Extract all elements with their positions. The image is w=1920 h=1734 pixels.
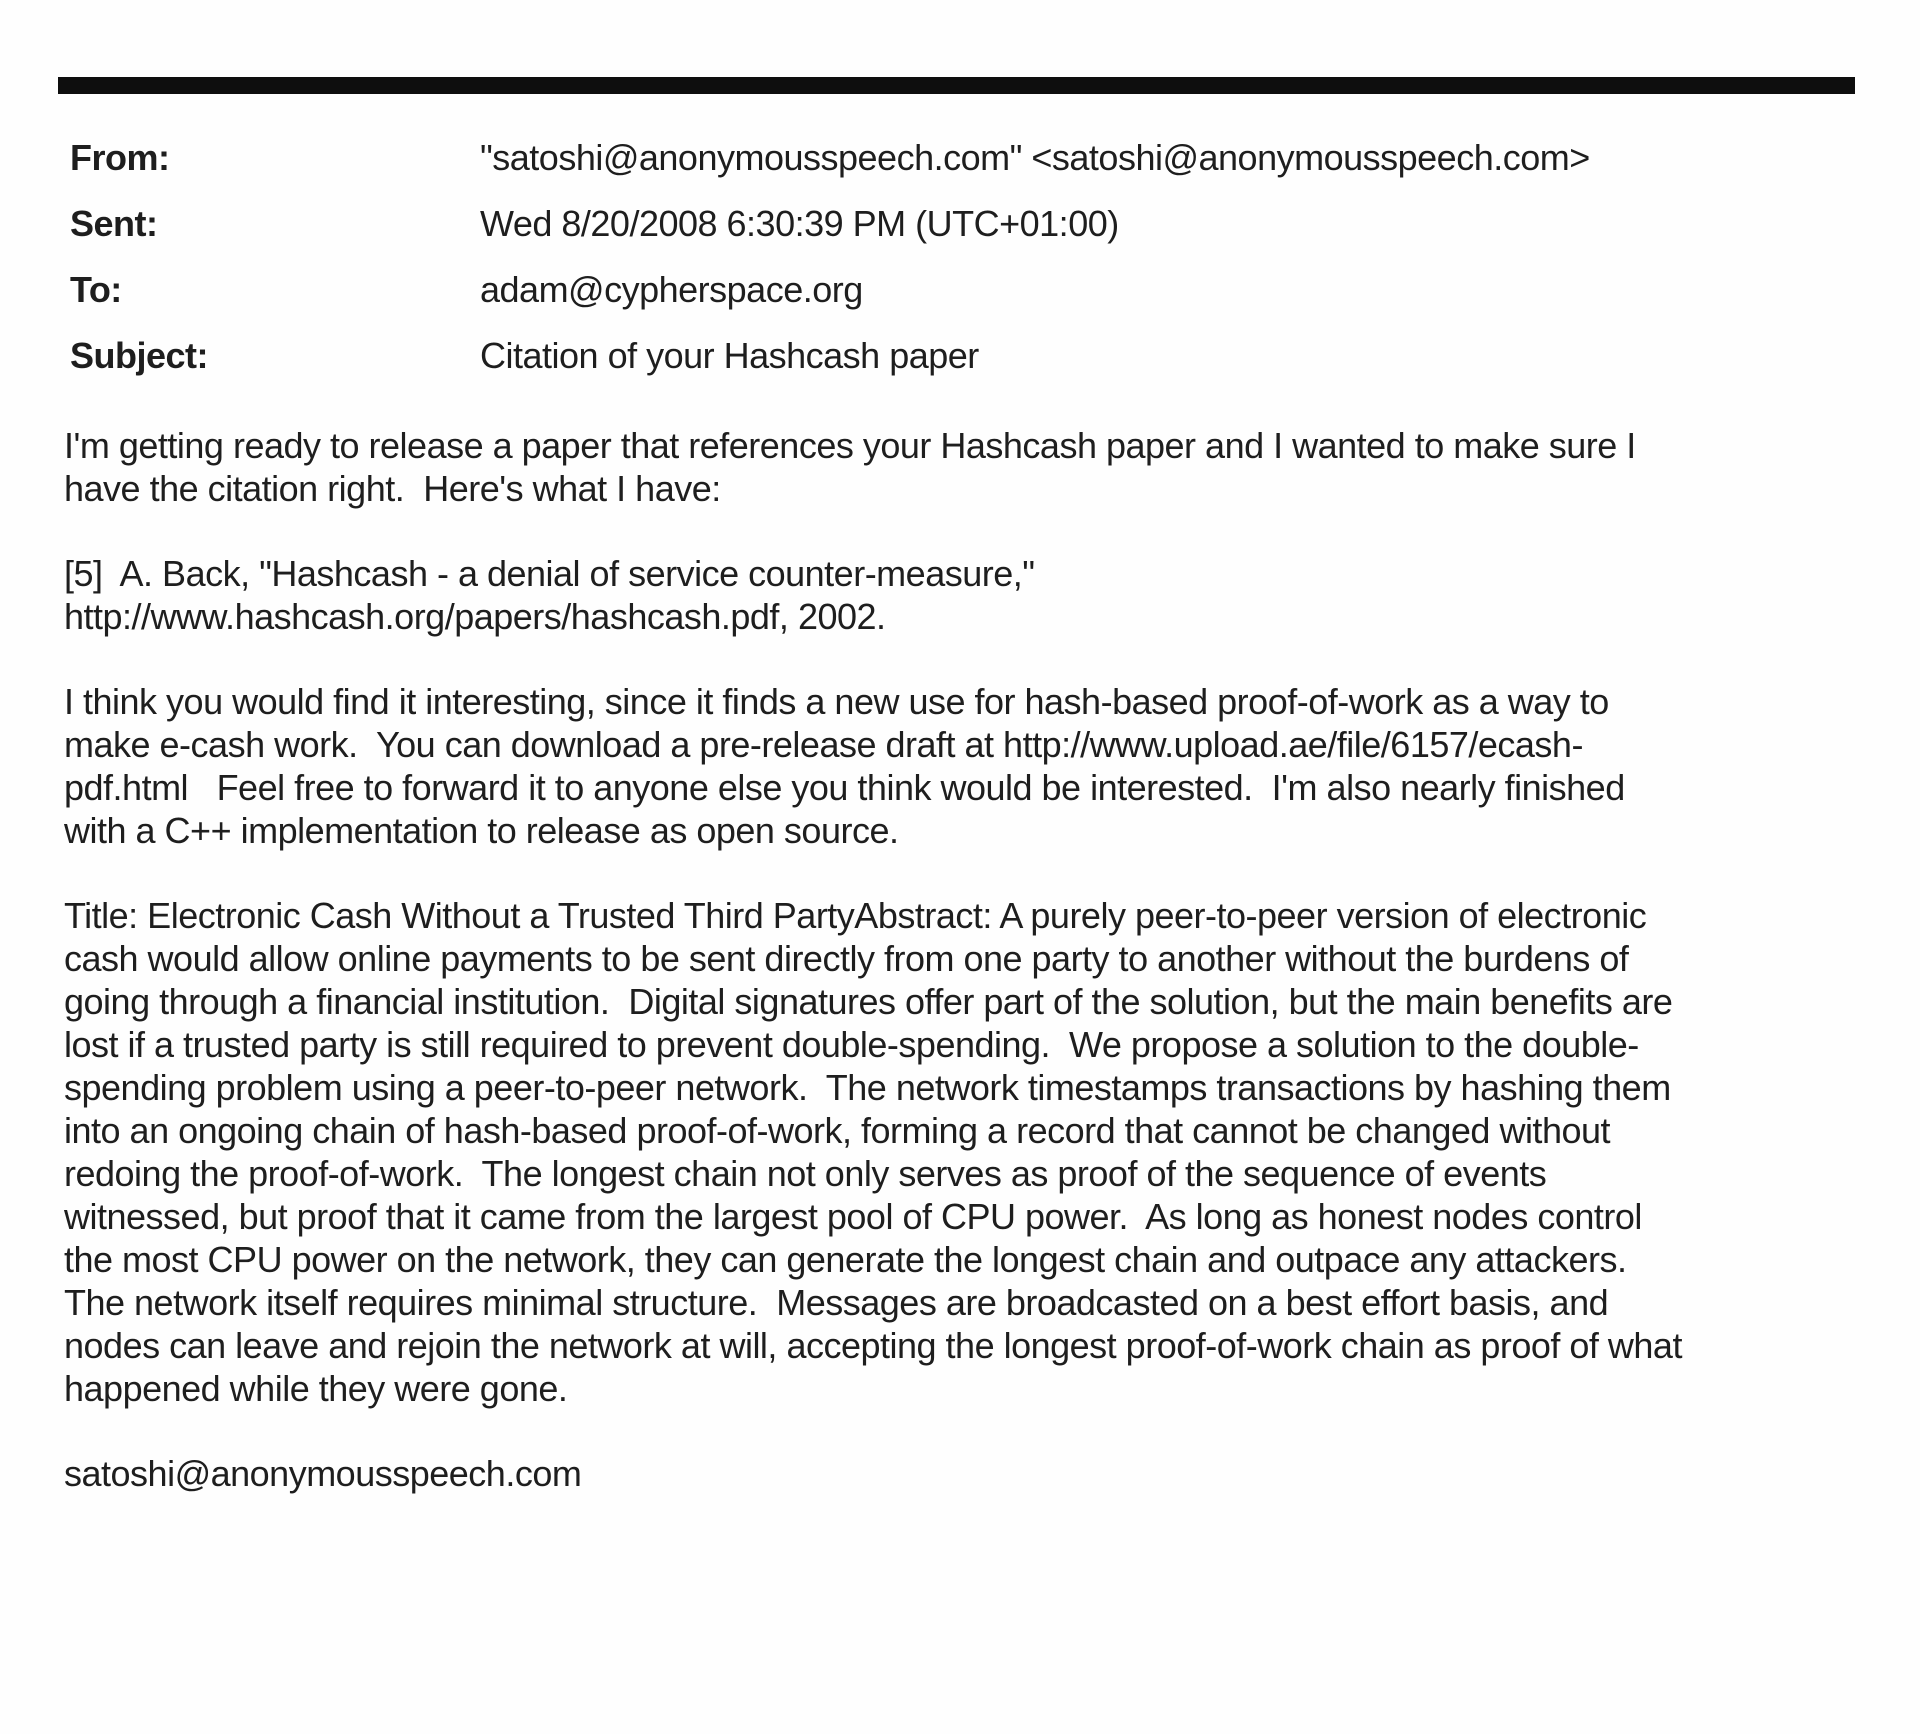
body-line: Title: Electronic Cash Without a Trusted Third PartyAbstract: A purely peer-to-peer version of electronic [64,895,1647,936]
paragraph-citation [64,552,1854,638]
body-line: the most CPU power on the network, they can generate the longest chain and outpace any attackers. [64,1239,1627,1280]
body-line: [5] A. Back, "Hashcash - a denial of service counter-measure," [64,553,1035,594]
body-line: pdf.html Feel free to forward it to anyone else you think would be interested. I'm also nearly finished [64,767,1625,808]
from-value: "satoshi@anonymousspeech.com" <satoshi@anonymousspeech.com> [480,137,1590,178]
email-header-block [70,136,1870,400]
body-line: nodes can leave and rejoin the network at will, accepting the longest proof-of-work chain as proof of what [64,1325,1682,1366]
to-value: adam@cypherspace.org [480,269,863,310]
signature-email-address: satoshi@anonymousspeech.com [64,1453,582,1494]
body-line: have the citation right. Here's what I have: [64,468,721,509]
body-line: cash would allow online payments to be sent directly from one party to another without the burdens of [64,938,1629,979]
paragraph-abstract [64,894,1854,1410]
header-row-to [70,268,1870,334]
body-line: lost if a trusted party is still required to prevent double-spending. We propose a solution to the double- [64,1024,1639,1065]
to-label: To: [70,269,122,310]
body-line: with a C++ implementation to release as open source. [64,810,899,851]
paragraph-draft-link [64,680,1854,852]
paragraph-intro [64,424,1854,510]
body-line: http://www.hashcash.org/papers/hashcash.pdf, 2002. [64,596,886,637]
header-row-subject [70,334,1870,400]
sent-value: Wed 8/20/2008 6:30:39 PM (UTC+01:00) [480,203,1119,244]
email-body [64,424,1854,1495]
body-line: redoing the proof-of-work. The longest chain not only serves as proof of the sequence of events [64,1153,1547,1194]
subject-label: Subject: [70,335,209,376]
body-line: make e-cash work. You can download a pre-release draft at http://www.upload.ae/file/6157/ecash- [64,724,1583,765]
header-divider-rule [58,77,1855,94]
body-line: witnessed, but proof that it came from the largest pool of CPU power. As long as honest nodes control [64,1196,1642,1237]
sent-label: Sent: [70,203,158,244]
body-line: happened while they were gone. [64,1368,568,1409]
body-line: The network itself requires minimal structure. Messages are broadcasted on a best effort basis, and [64,1282,1609,1323]
from-label: From: [70,137,170,178]
header-row-sent [70,202,1870,268]
header-row-from [70,136,1870,202]
subject-value: Citation of your Hashcash paper [480,335,979,376]
body-line: going through a financial institution. Digital signatures offer part of the solution, but the main benefits are [64,981,1673,1022]
body-line: I think you would find it interesting, since it finds a new use for hash-based proof-of-work as a way to [64,681,1609,722]
body-line: into an ongoing chain of hash-based proof-of-work, forming a record that cannot be changed without [64,1110,1611,1151]
body-line: I'm getting ready to release a paper that references your Hashcash paper and I wanted to make sure I [64,425,1636,466]
body-line: spending problem using a peer-to-peer network. The network timestamps transactions by hashing them [64,1067,1671,1108]
